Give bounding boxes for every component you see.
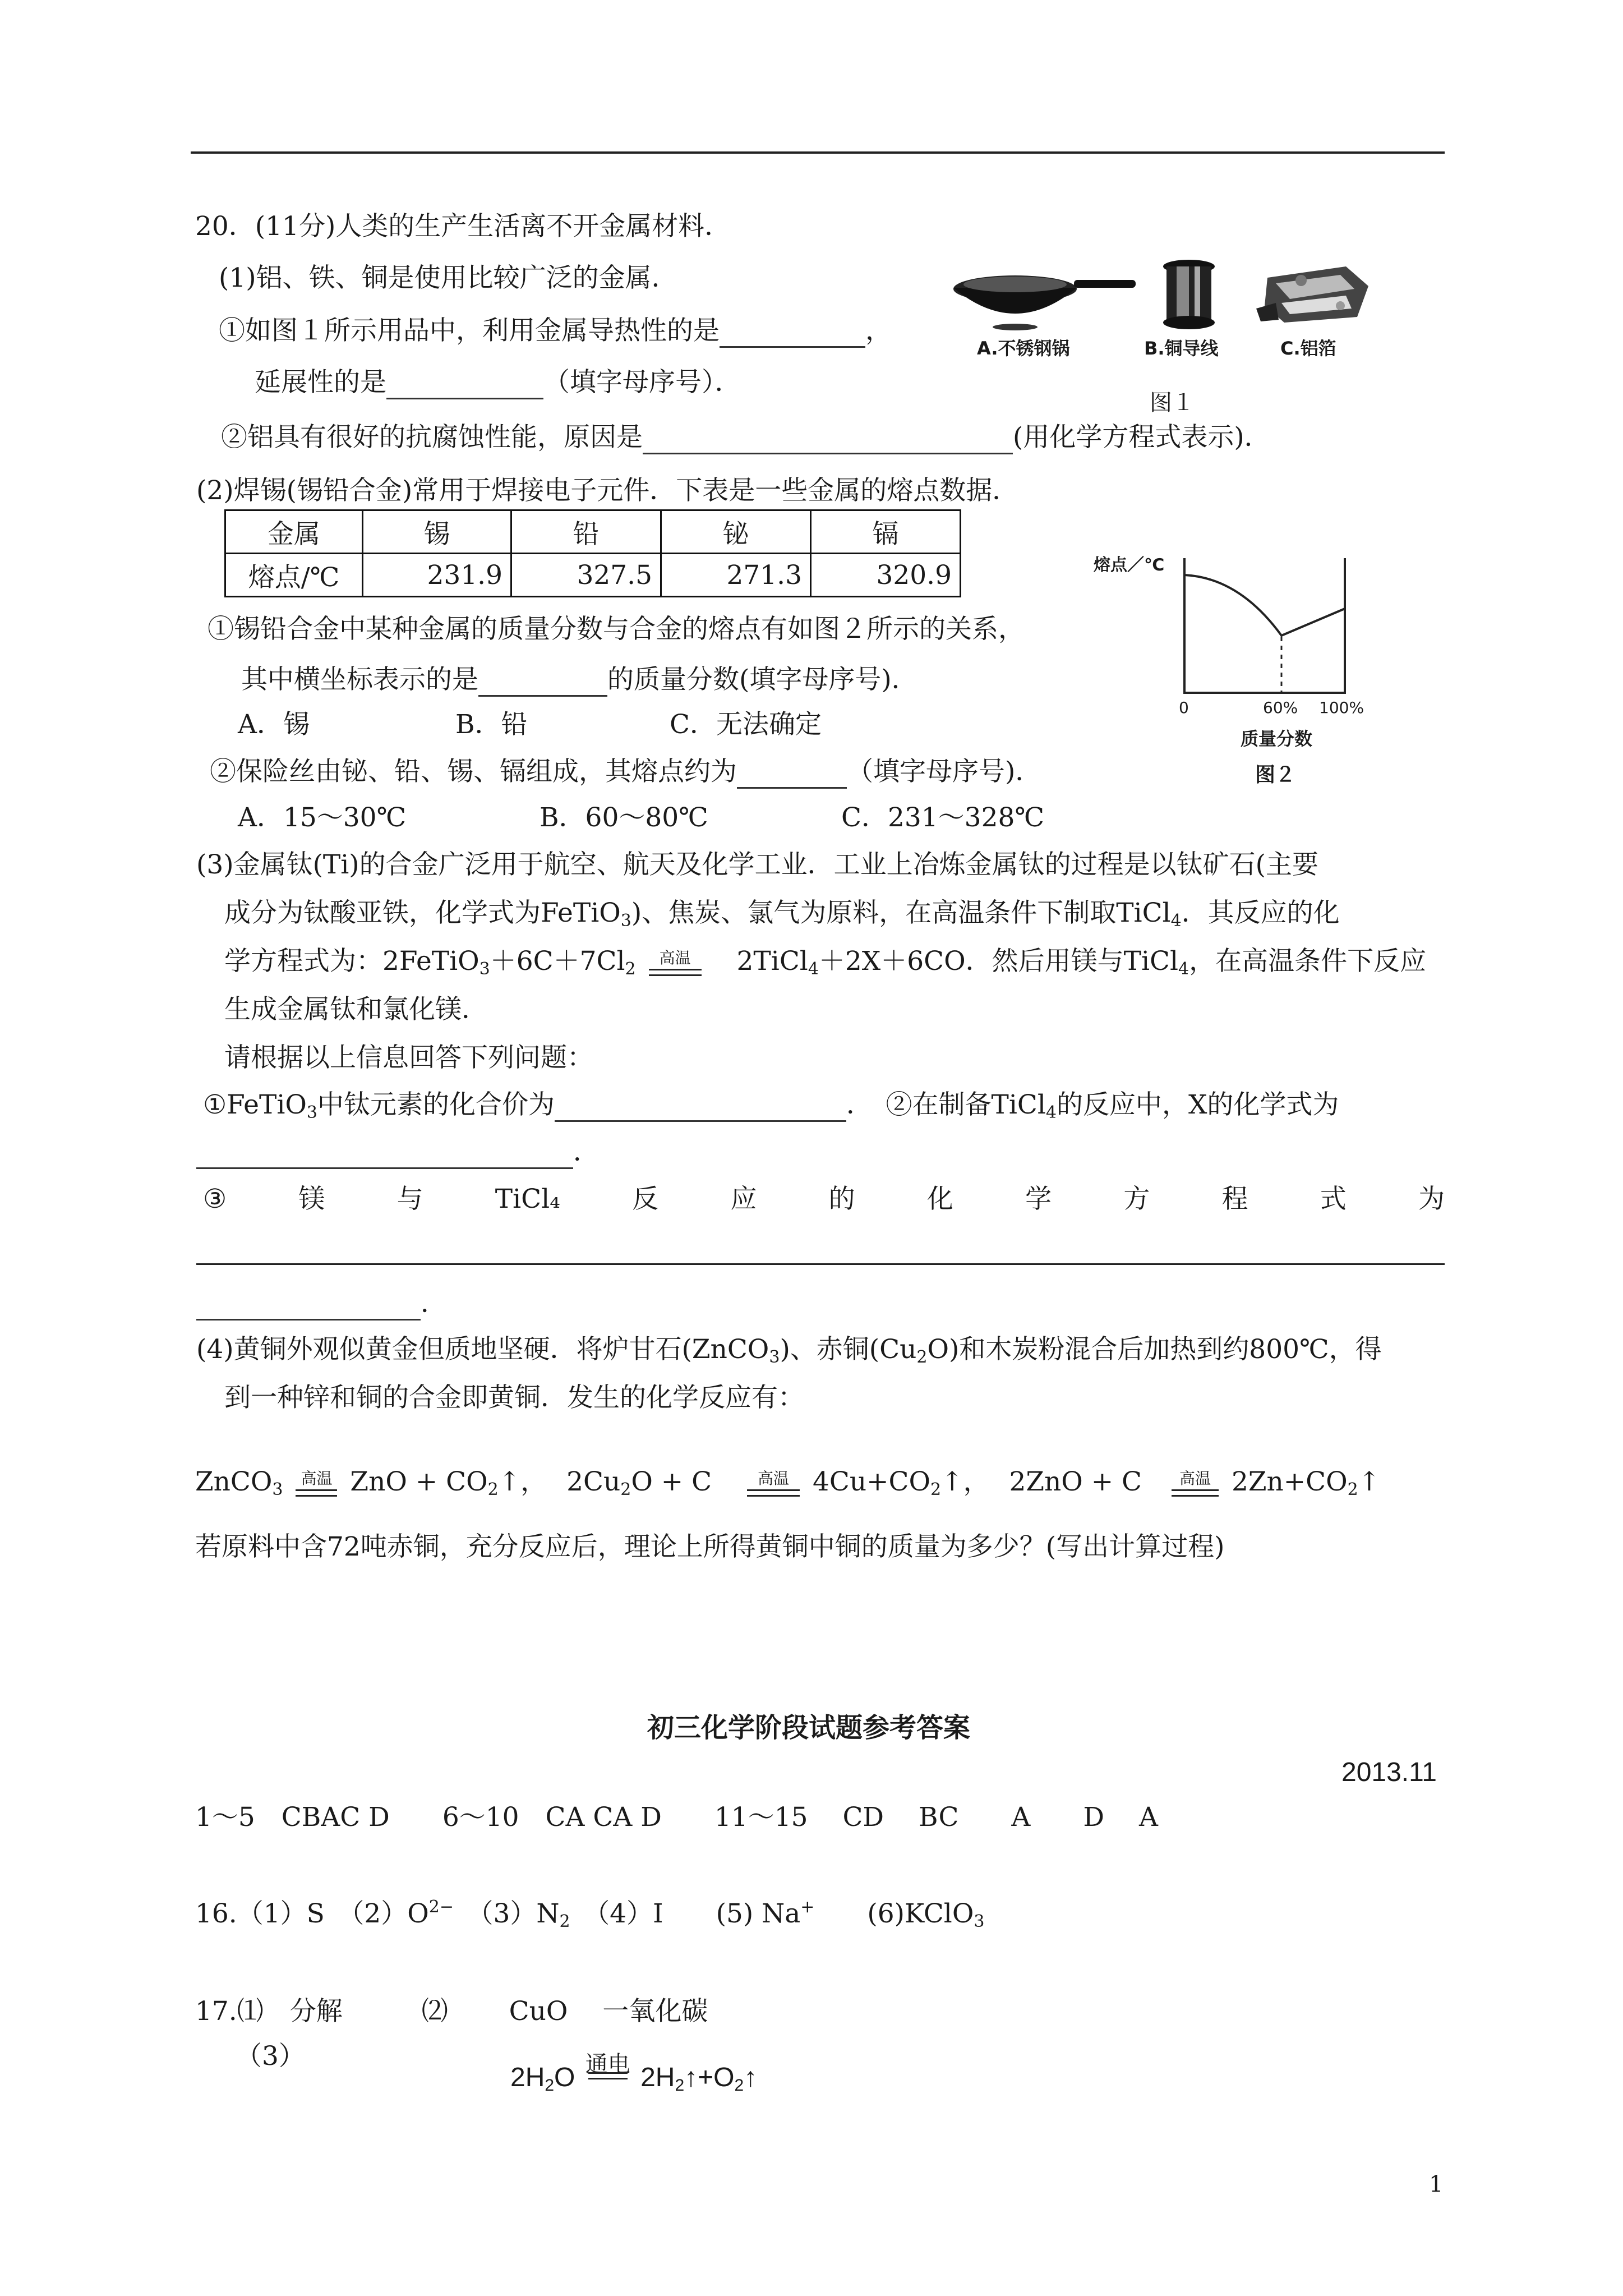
reaction-condition: 高温 <box>1167 1471 1223 1496</box>
q20-part1-q1-line2: 延展性的是 （填字母序号）． <box>255 366 741 399</box>
melting-point-table <box>224 509 961 597</box>
table-cell: 镉 <box>811 510 961 554</box>
copper-wire-spool-icon <box>1163 260 1215 329</box>
option-a: A．15～30℃ <box>238 802 407 833</box>
q20-part2-q1-line1: ①锡铅合金中某种金属的质量分数与合金的熔点有如图２所示的关系， <box>208 614 1025 645</box>
q20-part3-q3-answer-end: ． <box>196 1287 447 1320</box>
q20-part4-line1: (4)黄铜外观似黄金但质地坚硬．将炉甘石(ZnCO$_3$)、赤铜$(Cu_2O)$和木炭粉混合后加热到约800℃，得 <box>196 1334 1382 1367</box>
option-b: B．铅 <box>455 709 528 740</box>
fig1-label-a: A.不锈钢锅 <box>977 338 1070 359</box>
header-rule <box>191 151 1445 154</box>
option-c: C．无法确定 <box>670 709 822 740</box>
fig2-x100: 100% <box>1319 698 1364 717</box>
reaction-condition: 高温 <box>644 951 706 976</box>
q20-part3-line4: 生成金属钛和氯化镁． <box>224 994 488 1025</box>
option-a: A．锡 <box>238 709 310 740</box>
fig2-xlabel: 质量分数 <box>1241 728 1313 749</box>
page-number: 1 <box>1429 2171 1444 2197</box>
fig1-caption: 图１ <box>1150 390 1195 416</box>
table-cell: 铋 <box>661 510 811 554</box>
q20-part3-q1-q2: ①FeTiO$_3$中钛元素的化合价为 ． ②在制备TiCl$_4$的反应中，X的化学式为 <box>203 1089 1339 1122</box>
fig1-label-c: C.铝箔 <box>1280 338 1336 359</box>
fig2-caption: 图２ <box>1255 763 1296 786</box>
table-row <box>225 510 961 554</box>
answer-blank[interactable] <box>386 373 543 399</box>
q20-title: 20．(11分)人类的生产生活离不开金属材料． <box>195 211 731 242</box>
aluminum-foil-icon <box>1256 266 1368 323</box>
q20-part1-q1-line1: ①如图１所示用品中，利用金属导热性的是 ， <box>219 314 892 348</box>
q20-part2-q1-line2: 其中横坐标表示的是 的质量分数(填字母序号)． <box>241 663 918 697</box>
q20-part1-q2: ②铝具有很好的抗腐蚀性能，原因是 (用化学方程式表示)． <box>221 421 1271 454</box>
q20-part4-line2: 到一种锌和铜的合金即黄铜．发生的化学反应有： <box>224 1382 804 1413</box>
table-cell: 铅 <box>511 510 661 554</box>
q20-part3-q2-answer-line: ． <box>196 1135 600 1169</box>
answer-blank[interactable] <box>478 670 607 697</box>
table-cell: 锡 <box>363 510 511 554</box>
table-header-melting-point: 熔点/℃ <box>225 554 363 597</box>
answer-blank[interactable] <box>196 1143 573 1169</box>
answer-blank[interactable] <box>737 762 847 789</box>
q20-part3-q3: ③ 镁 与 TiCl₄ 反 应 的 化 学 方 程 式 为 <box>203 1184 1445 1214</box>
q20-part3-line1: (3)金属钛(Ti)的合金广泛用于航空、航天及化学工业．工业上冶炼金属钛的过程是以钛矿石(主要 <box>196 849 1318 880</box>
answers-16: 16.（1）S $(2)O^{2-}$ $(3)N_2$ （4）I (5) Na+ (6)KClO$_3$ <box>195 1897 985 1931</box>
table-cell: 231.9 <box>363 554 511 597</box>
table-header-metal: 金属 <box>225 510 363 554</box>
q20-part2-intro: (2)焊锡(锡铅合金)常用于焊接电子元件．下表是一些金属的熔点数据． <box>196 475 1019 506</box>
reaction-condition: 高温 <box>291 1471 342 1496</box>
q20-part3-line3: 学方程式为：$2FeTiO_3+6C+7Cl_2$ 高温 2TiCl$_4$＋2X＋6CO．然后用镁与TiCl$_4$，在高温条件下反应 <box>224 946 1427 979</box>
figure-2-graph <box>1172 553 1357 704</box>
table-row <box>225 554 961 597</box>
q20-part1-intro: (1)铝、铁、铜是使用比较广泛的金属． <box>219 263 678 293</box>
table-cell: 327.5 <box>511 554 661 597</box>
answer-blank[interactable] <box>555 1096 846 1122</box>
reaction-condition: 高温 <box>743 1471 804 1496</box>
answers-title: 初三化学阶段试题参考答案 <box>647 1712 971 1743</box>
option-b: B．60～80℃ <box>540 802 708 833</box>
q20-part3-line2: 成分为钛酸亚铁，化学式为FeTiO$_3$)、焦炭、氯气为原料，在高温条件下制取TiCl$_4$．其反应的化 <box>224 898 1340 931</box>
answers-17-line1: 17.⑴ 分解 ⑵ CuO 一氧化碳 <box>195 1996 708 2027</box>
wok-icon <box>953 275 1136 330</box>
answer-line[interactable] <box>196 1263 1445 1265</box>
reaction-condition: 通电 <box>583 2068 633 2090</box>
q20-part4-question: 若原料中含72吨赤铜，充分反应后，理论上所得黄铜中铜的质量为多少？(写出计算过程) <box>195 1531 1225 1562</box>
fig2-x60: 60% <box>1263 698 1298 717</box>
q20-part3-line5: 请根据以上信息回答下列问题： <box>224 1042 593 1073</box>
answers-17-equation: $2H_2O$ 通电 $2H_2↑+O_2↑$ <box>510 2052 758 2095</box>
answer-blank[interactable] <box>643 428 1013 454</box>
table-cell: 271.3 <box>661 554 811 597</box>
fig2-x0: 0 <box>1179 698 1189 717</box>
answer-blank[interactable] <box>196 1294 421 1320</box>
answers-multiple-choice: 1～5 CBAC D 6～10 CA CA D 11～15 CD BC A D A <box>195 1802 1158 1833</box>
fig2-ylabel: 熔点／℃ <box>1094 555 1165 575</box>
answers-17-line2: （3） <box>236 2041 305 2072</box>
reaction-equations: ZnCO$_3$ 高温 ZnO + $CO_2↑$， $2Cu_2O + C$ 高温 $4Cu+CO_2↑$， 2ZnO + C 高温 $2Zn+CO_2↑$ <box>195 1466 1381 1499</box>
q20-part2-q2: ②保险丝由铋、铅、锡、镉组成，其熔点约为 （填字母序号)． <box>210 755 1041 789</box>
table-cell: 320.9 <box>811 554 961 597</box>
answer-blank[interactable] <box>720 321 865 348</box>
option-c: C．231～328℃ <box>841 802 1044 833</box>
fig1-label-b: B.铜导线 <box>1144 338 1219 359</box>
answers-date: 2013.11 <box>1341 1757 1437 1787</box>
